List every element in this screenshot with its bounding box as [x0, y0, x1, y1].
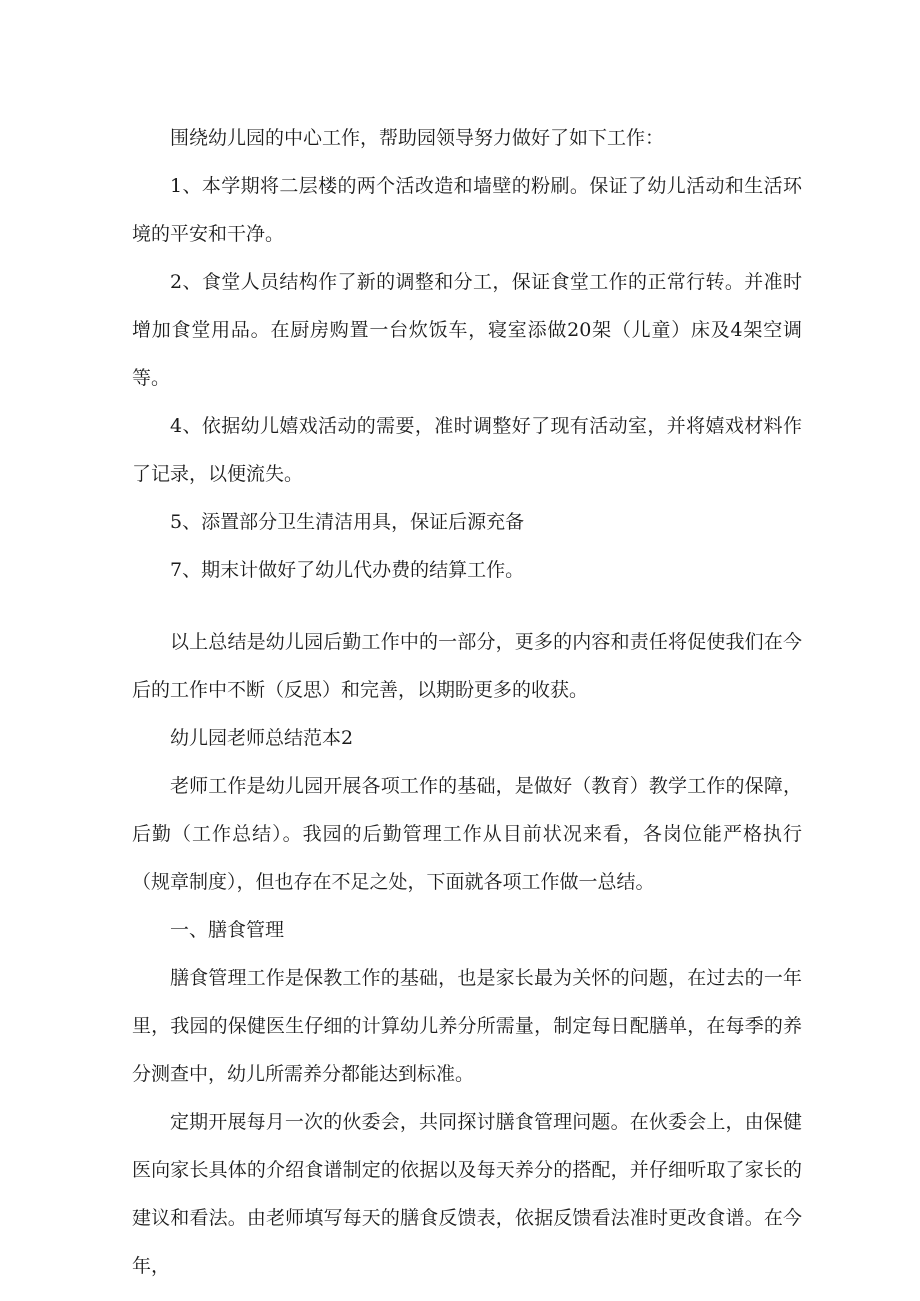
list-item-5: 5、添置部分卫生清洁用具，保证后源充备	[170, 511, 525, 533]
body-paragraph: 膳食管理工作是保教工作的基础，也是家长最为关怀的问题，在过去的一年里，我园的保健医生仔细的计算幼儿养分所需量，制定每日配膳单，在每季的养分测查中，幼儿所需养分都能达到标准。	[132, 967, 802, 1085]
list-item-1: 1、本学期将二层楼的两个活改造和墙壁的粉刷。保证了幼儿活动和生活环境的平安和干净。	[132, 175, 802, 245]
subsection-heading: 一、膳食管理	[170, 919, 285, 941]
list-item-4: 4、依据幼儿嬉戏活动的需要，准时调整好了现有活动室，并将嬉戏材料作了记录，以便流失。	[132, 415, 802, 485]
body-paragraph: 老师工作是幼儿园开展各项工作的基础，是做好（教育）教学工作的保障，后勤（工作总结）。我园的后勤管理工作从目前状况来看，各岗位能严格执行（规章制度），但也存在不足之处，下面就各项工作做一总结。	[132, 775, 802, 893]
body-paragraph: 定期开展每月一次的伙委会，共同探讨膳食管理问题。在伙委会上，由保健医向家长具体的介绍食谱制定的依据以及每天养分的搭配，并仔细听取了家长的建议和看法。由老师填写每天的膳食反馈表，依据反馈看法准时更改食谱。在今年，	[132, 1111, 802, 1277]
list-item-2: 2、食堂人员结构作了新的调整和分工，保证食堂工作的正常行转。并准时增加食堂用品。在厨房购置一台炊饭车，寝室添做20架（儿童）床及4架空调等。	[132, 271, 802, 389]
list-item-7: 7、期末计做好了幼儿代办费的结算工作。	[170, 559, 525, 581]
summary-paragraph: 以上总结是幼儿园后勤工作中的一部分，更多的内容和责任将促使我们在今后的工作中不断（反思）和完善，以期盼更多的收获。	[132, 631, 802, 701]
document-body	[132, 114, 802, 1290]
section-title: 幼儿园老师总结范本2	[170, 727, 354, 749]
intro-paragraph: 围绕幼儿园的中心工作，帮助园领导努力做好了如下工作：	[170, 127, 665, 149]
